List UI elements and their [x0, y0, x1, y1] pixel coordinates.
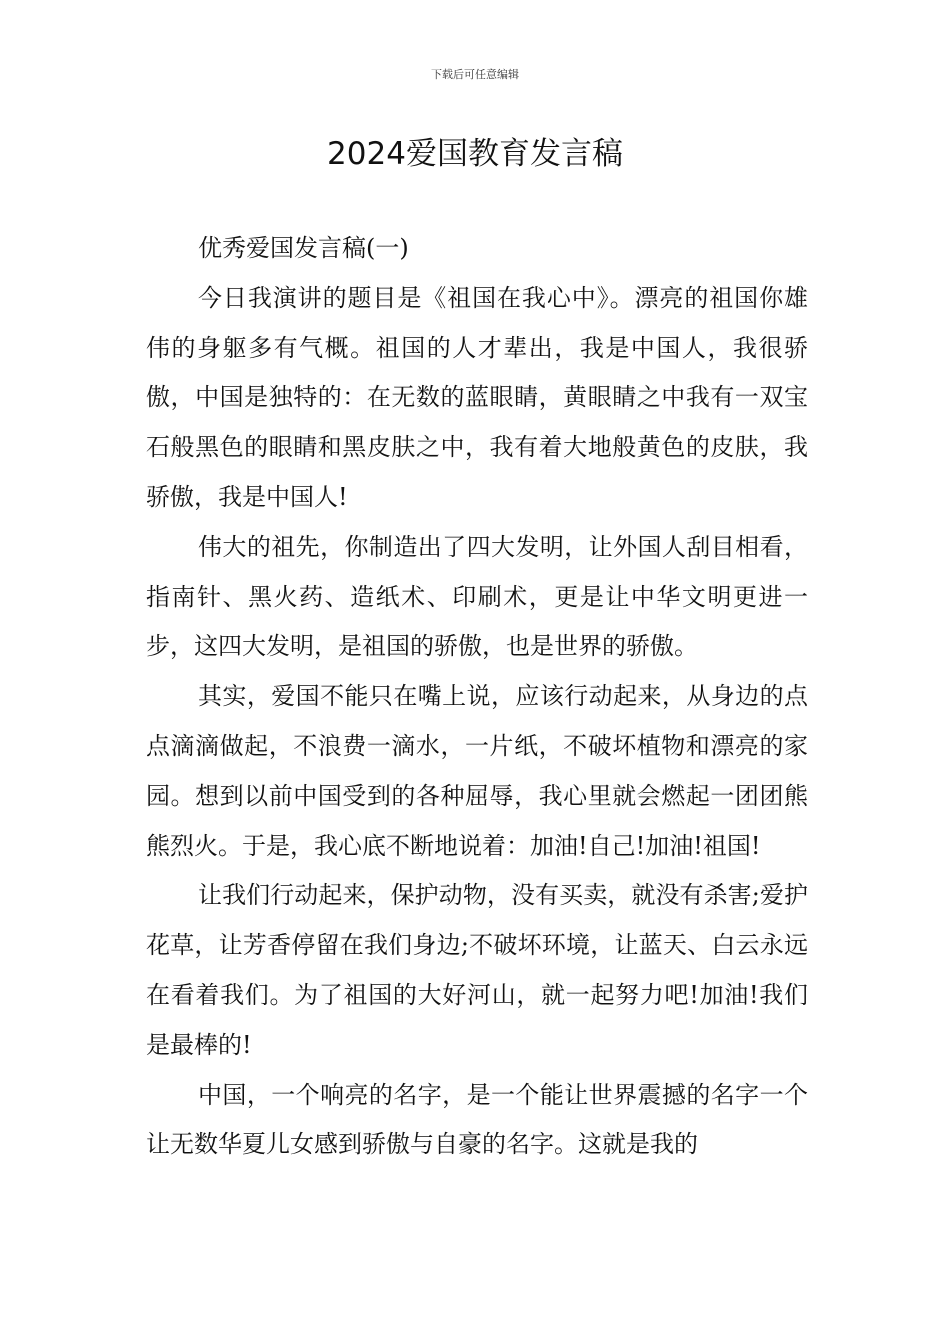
body-paragraph: 让我们行动起来，保护动物，没有买卖，就没有杀害;爱护花草，让芳香停留在我们身边;不破坏环境，让蓝天、白云永远在看着我们。为了祖国的大好河山，就一起努力吧!加油!我们是最棒的! — [146, 881, 808, 1059]
section-heading: 优秀爱国发言稿(一) — [198, 234, 409, 262]
body-paragraph: 中国，一个响亮的名字，是一个能让世界震撼的名字一个让无数华夏儿女感到骄傲与自豪的名字。这就是我的 — [146, 1080, 808, 1159]
body-paragraph: 其实，爱国不能只在嘴上说，应该行动起来，从身边的点点滴滴做起，不浪费一滴水，一片纸，不破坏植物和漂亮的家园。想到以前中国受到的各种屈辱，我心里就会燃起一团团熊熊烈火。于是，我心底不断地说着：加油!自己!加油!祖国! — [146, 682, 808, 860]
document-body — [146, 224, 808, 1170]
body-paragraph: 今日我演讲的题目是《祖国在我心中》。漂亮的祖国你雄伟的身躯多有气概。祖国的人才辈出，我是中国人，我很骄傲，中国是独特的：在无数的蓝眼睛，黄眼睛之中我有一双宝石般黑色的眼睛和黑皮肤之中，我有着大地般黄色的皮肤，我骄傲，我是中国人! — [146, 283, 808, 511]
body-paragraph: 伟大的祖先，你制造出了四大发明，让外国人刮目相看，指南针、黑火药、造纸术、印刷术，更是让中华文明更进一步，这四大发明，是祖国的骄傲，也是世界的骄傲。 — [146, 532, 808, 661]
header-note: 下载后可任意编辑 — [431, 68, 519, 81]
document-title: 2024爱国教育发言稿 — [327, 136, 623, 172]
